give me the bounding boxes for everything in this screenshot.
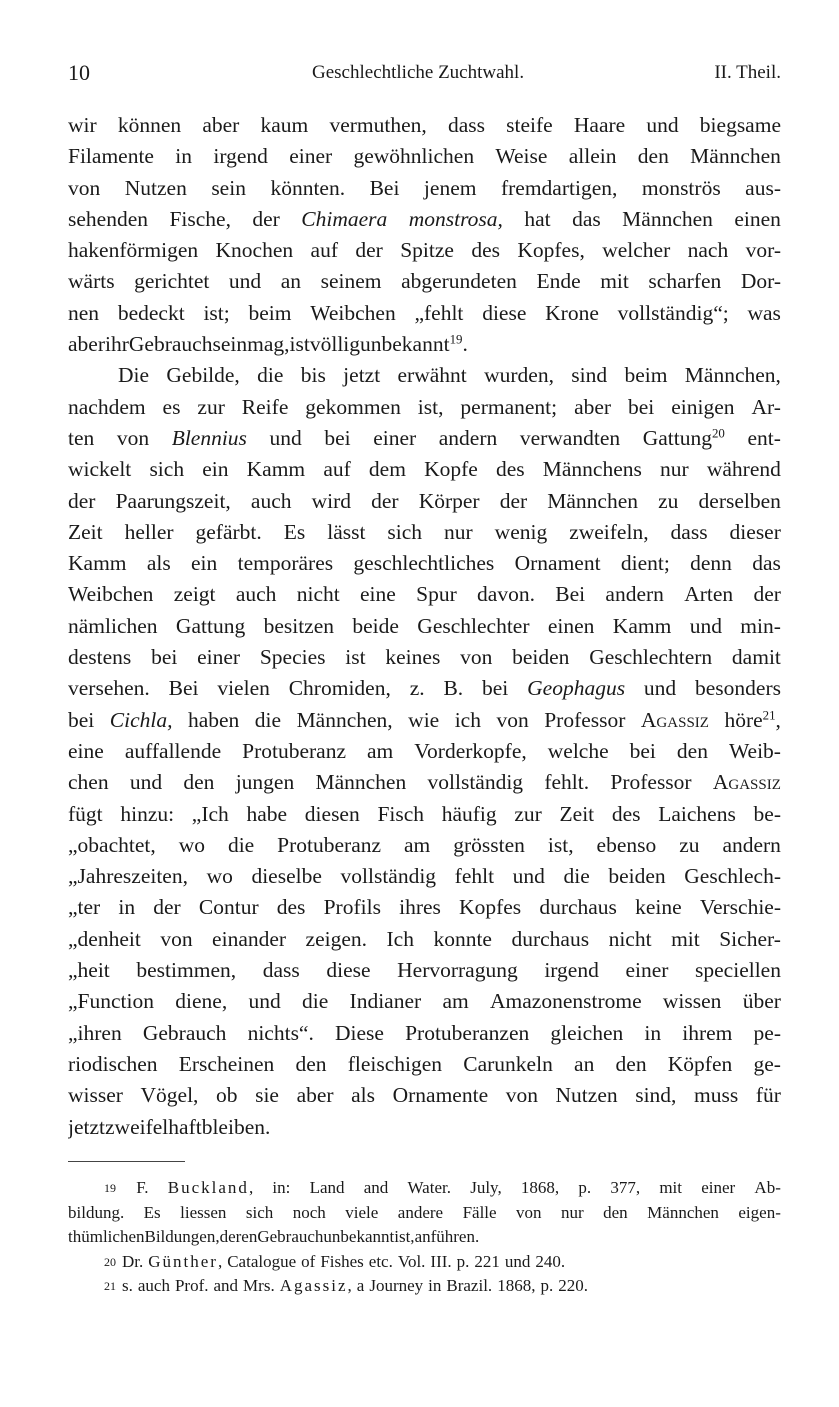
part-label: II. Theil. bbox=[714, 62, 781, 83]
text-line: destens bei einer Species ist keines von beiden Geschlechtern damit bbox=[68, 645, 781, 670]
text-line: 20 Dr. Günther, Catalogue of Fishes etc. Vol. III. p. 221 und 240. bbox=[68, 1250, 781, 1275]
footnote-number: 21 bbox=[104, 1279, 116, 1293]
text-line: „Function diene, und die Indianer am Amazonenstrome wissen über bbox=[68, 989, 781, 1014]
footnotes bbox=[68, 1176, 781, 1299]
text-line: riodischen Erscheinen den fleischigen Carunkeln an den Köpfen ge- bbox=[68, 1051, 781, 1076]
text-line: bei Cichla, haben die Männchen, wie ich von Professor Agassiz höre$^{21}$, bbox=[68, 707, 781, 732]
text-line: bildung. Es liessen sich noch viele andere Fälle von nur den Männchen eigen- bbox=[68, 1202, 781, 1222]
text-line: Weibchen zeigt auch nicht eine Spur davon. Bei andern Arten der bbox=[68, 582, 781, 607]
text-line: jetzt zweifelhaft bleiben. bbox=[68, 1114, 271, 1139]
text-line: thümlichen Bildungen, deren Gebrauch unbekannt ist, anführen. bbox=[68, 1227, 480, 1246]
text-line: fügt hinzu: „Ich habe diesen Fisch häufig zur Zeit des Laichens be- bbox=[68, 801, 781, 826]
page-number: 10 bbox=[68, 60, 90, 85]
text-line: ten von Blennius und bei einer andern verwandten Gattung$^{20}$ ent- bbox=[68, 425, 781, 450]
text-line: wir können aber kaum vermuthen, dass steife Haare und biegsame bbox=[68, 113, 781, 137]
text-line: chen und den jungen Männchen vollständig fehlt. Professor Agassiz bbox=[68, 770, 781, 795]
text-line: Die Gebilde, die bis jetzt erwähnt wurden, sind beim Männchen, bbox=[118, 363, 781, 388]
text-line: wickelt sich ein Kamm auf dem Kopfe des Männchens nur während bbox=[68, 457, 781, 482]
text-line: versehen. Bei vielen Chromiden, z. B. bei Geophagus und besonders bbox=[68, 676, 781, 701]
text-line: wisser Vögel, ob sie aber als Ornamente von Nutzen sind, muss für bbox=[68, 1083, 781, 1108]
text-line: nen bedeckt ist; beim Weibchen „fehlt diese Krone vollständig“; was bbox=[68, 300, 781, 325]
footnote-number: 20 bbox=[104, 1254, 116, 1269]
text-line: wärts gerichtet und an seinem abgerundeten Ende mit scharfen Dor- bbox=[68, 269, 781, 294]
running-header bbox=[68, 60, 781, 88]
text-line: Zeit heller gefärbt. Es lässt sich nur wenig zweifeln, dass dieser bbox=[68, 519, 781, 544]
text-line: aber ihr Gebrauch sein mag, ist völlig unbekannt$^{19}$. bbox=[68, 332, 468, 357]
text-line: nämlichen Gattung besitzen beide Geschlechter einen Kamm und min- bbox=[68, 613, 781, 638]
text-line: „heit bestimmen, dass diese Hervorragung irgend einer speciellen bbox=[68, 958, 781, 983]
text-line: sehenden Fische, der Chimaera monstrosa, hat das Männchen einen bbox=[68, 206, 781, 231]
body-text bbox=[68, 110, 781, 1143]
text-line: 21 s. auch Prof. and Mrs. Agassiz, a Journey in Brazil. 1868, p. 220. bbox=[68, 1274, 781, 1299]
text-line: „Jahreszeiten, wo dieselbe vollständig fehlt und die beiden Geschlech- bbox=[68, 864, 781, 889]
footnote-number: 19 bbox=[104, 1181, 116, 1195]
text-line: der Paarungszeit, auch wird der Körper der Männchen zu derselben bbox=[68, 488, 781, 513]
text-line: „denheit von einander zeigen. Ich konnte durchaus nicht mit Sicher- bbox=[68, 926, 781, 951]
text-line: 19 F. Buckland, in: Land and Water. July, 1868, p. 377, mit einer Ab- bbox=[68, 1176, 781, 1201]
text-line: „obachtet, wo die Protuberanz am grössten ist, ebenso zu andern bbox=[68, 832, 781, 857]
text-line: von Nutzen sein könnten. Bei jenem fremdartigen, monströs aus- bbox=[68, 175, 781, 200]
text-line: nachdem es zur Reife gekommen ist, permanent; aber bei einigen Ar- bbox=[68, 394, 781, 419]
text-line: Filamente in irgend einer gewöhnlichen Weise allein den Männchen bbox=[68, 144, 781, 169]
text-line: hakenförmigen Knochen auf der Spitze des Kopfes, welcher nach vor- bbox=[68, 238, 781, 263]
text-line: „ter in der Contur des Profils ihres Kopfes durchaus keine Verschie- bbox=[68, 895, 781, 920]
text-line: Kamm als ein temporäres geschlechtliches Ornament dient; denn das bbox=[68, 551, 781, 576]
text-line: „ihren Gebrauch nichts“. Diese Protuberanzen gleichen in ihrem pe- bbox=[68, 1020, 781, 1045]
text-line: eine auffallende Protuberanz am Vorderkopfe, welche bei den Weib- bbox=[68, 738, 781, 763]
running-title: Geschlechtliche Zuchtwahl. bbox=[312, 62, 525, 83]
footnote-separator bbox=[68, 1161, 185, 1162]
